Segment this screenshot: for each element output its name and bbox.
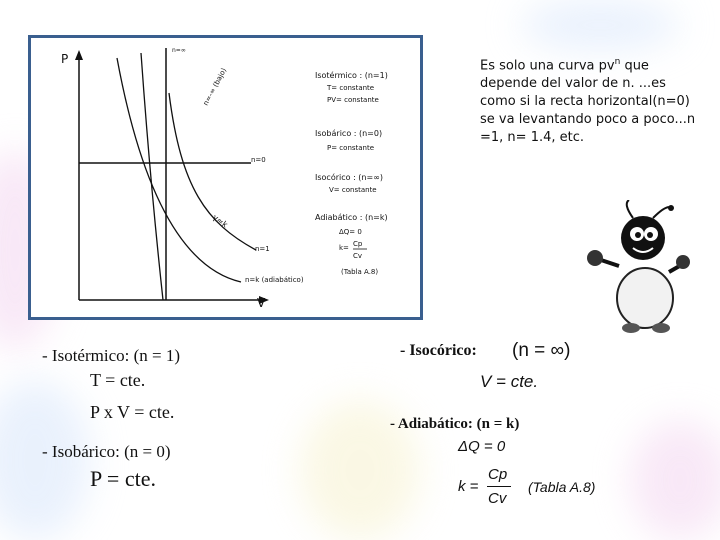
legend-adia-l3: (Tabla A.8) [341, 268, 379, 276]
adiabatic-cp: Cp [488, 466, 508, 483]
isochoric-paren: (n = ∞) [512, 340, 571, 361]
adiabatic-heading: - Adiabático: (n = k) [390, 416, 520, 432]
left-curve-label: n=-∞ (bajo) [201, 66, 229, 107]
note-text-before: Es solo una curva pv [480, 58, 615, 74]
legend-isoc-title: Isocórico : (n=∞) [315, 173, 383, 182]
legend-isoc-l1: V= constante [329, 186, 377, 194]
adiabatic-curve [117, 58, 241, 282]
legend-isob-title: Isobárico : (n=0) [315, 129, 383, 138]
isothermal-eq2: P x V = cte. [90, 402, 175, 422]
n0-label: n=0 [251, 156, 266, 164]
cartoon-ant-mascot [583, 200, 693, 340]
pv-diagram [31, 38, 420, 317]
isothermal-heading: - Isotérmico: (n = 1) [42, 346, 180, 365]
note-superscript: n [614, 57, 621, 67]
isothermal-eq1: T = cte. [90, 370, 146, 390]
legend-iso-l1: T= constante [327, 84, 375, 92]
isothermal-curve [169, 93, 256, 250]
v-axis-label: V [257, 296, 266, 310]
legend-iso-l2: PV= constante [327, 96, 379, 104]
legend-adia-l1: ΔQ= 0 [339, 228, 362, 236]
adiabatic-fraction-bar [487, 486, 511, 487]
background-tint-pink-2 [630, 420, 720, 540]
explanation-note [480, 53, 700, 147]
p-axis-arrow [75, 50, 83, 60]
note-text-after: que depende del valor de n. ...es como si la recta horizontal(n=0) se va levantando poco a poco...n =1, n= 1.4, etc. [480, 58, 696, 146]
adiabatic-cv: Cv [488, 490, 507, 507]
adiabatic-ref: (Tabla A.8) [528, 479, 596, 495]
steep-curve [141, 53, 163, 300]
isochoric-eq: V = cte. [480, 372, 539, 391]
isobaric-heading: - Isobárico: (n = 0) [42, 442, 171, 461]
legend-iso-title: Isotérmico : (n=1) [315, 71, 388, 80]
pv-diagram-frame [28, 35, 423, 320]
gamma-label: γ≈k [210, 212, 230, 230]
legend-adia-k: k= [339, 244, 349, 252]
adiabatic-eq1: ΔQ = 0 [458, 438, 506, 455]
n-inf-tag: n=∞ [172, 47, 186, 54]
adiabatic-curve-label: n=k (adiabático) [245, 276, 304, 284]
p-axis-label: P [61, 52, 69, 66]
isochoric-heading: - Isocórico: [400, 342, 477, 359]
background-tint-blue-2 [520, 0, 680, 50]
legend-adia-cp: Cp [353, 240, 363, 248]
n1-label: n=1 [255, 245, 270, 253]
legend-isob-l1: P= constante [327, 144, 375, 152]
legend-adia-title: Adiabático : (n=k) [315, 213, 388, 222]
legend-adia-cv: Cv [353, 252, 363, 260]
isobaric-eq: P = cte. [90, 466, 156, 491]
adiabatic-k-label: k = [458, 478, 479, 495]
